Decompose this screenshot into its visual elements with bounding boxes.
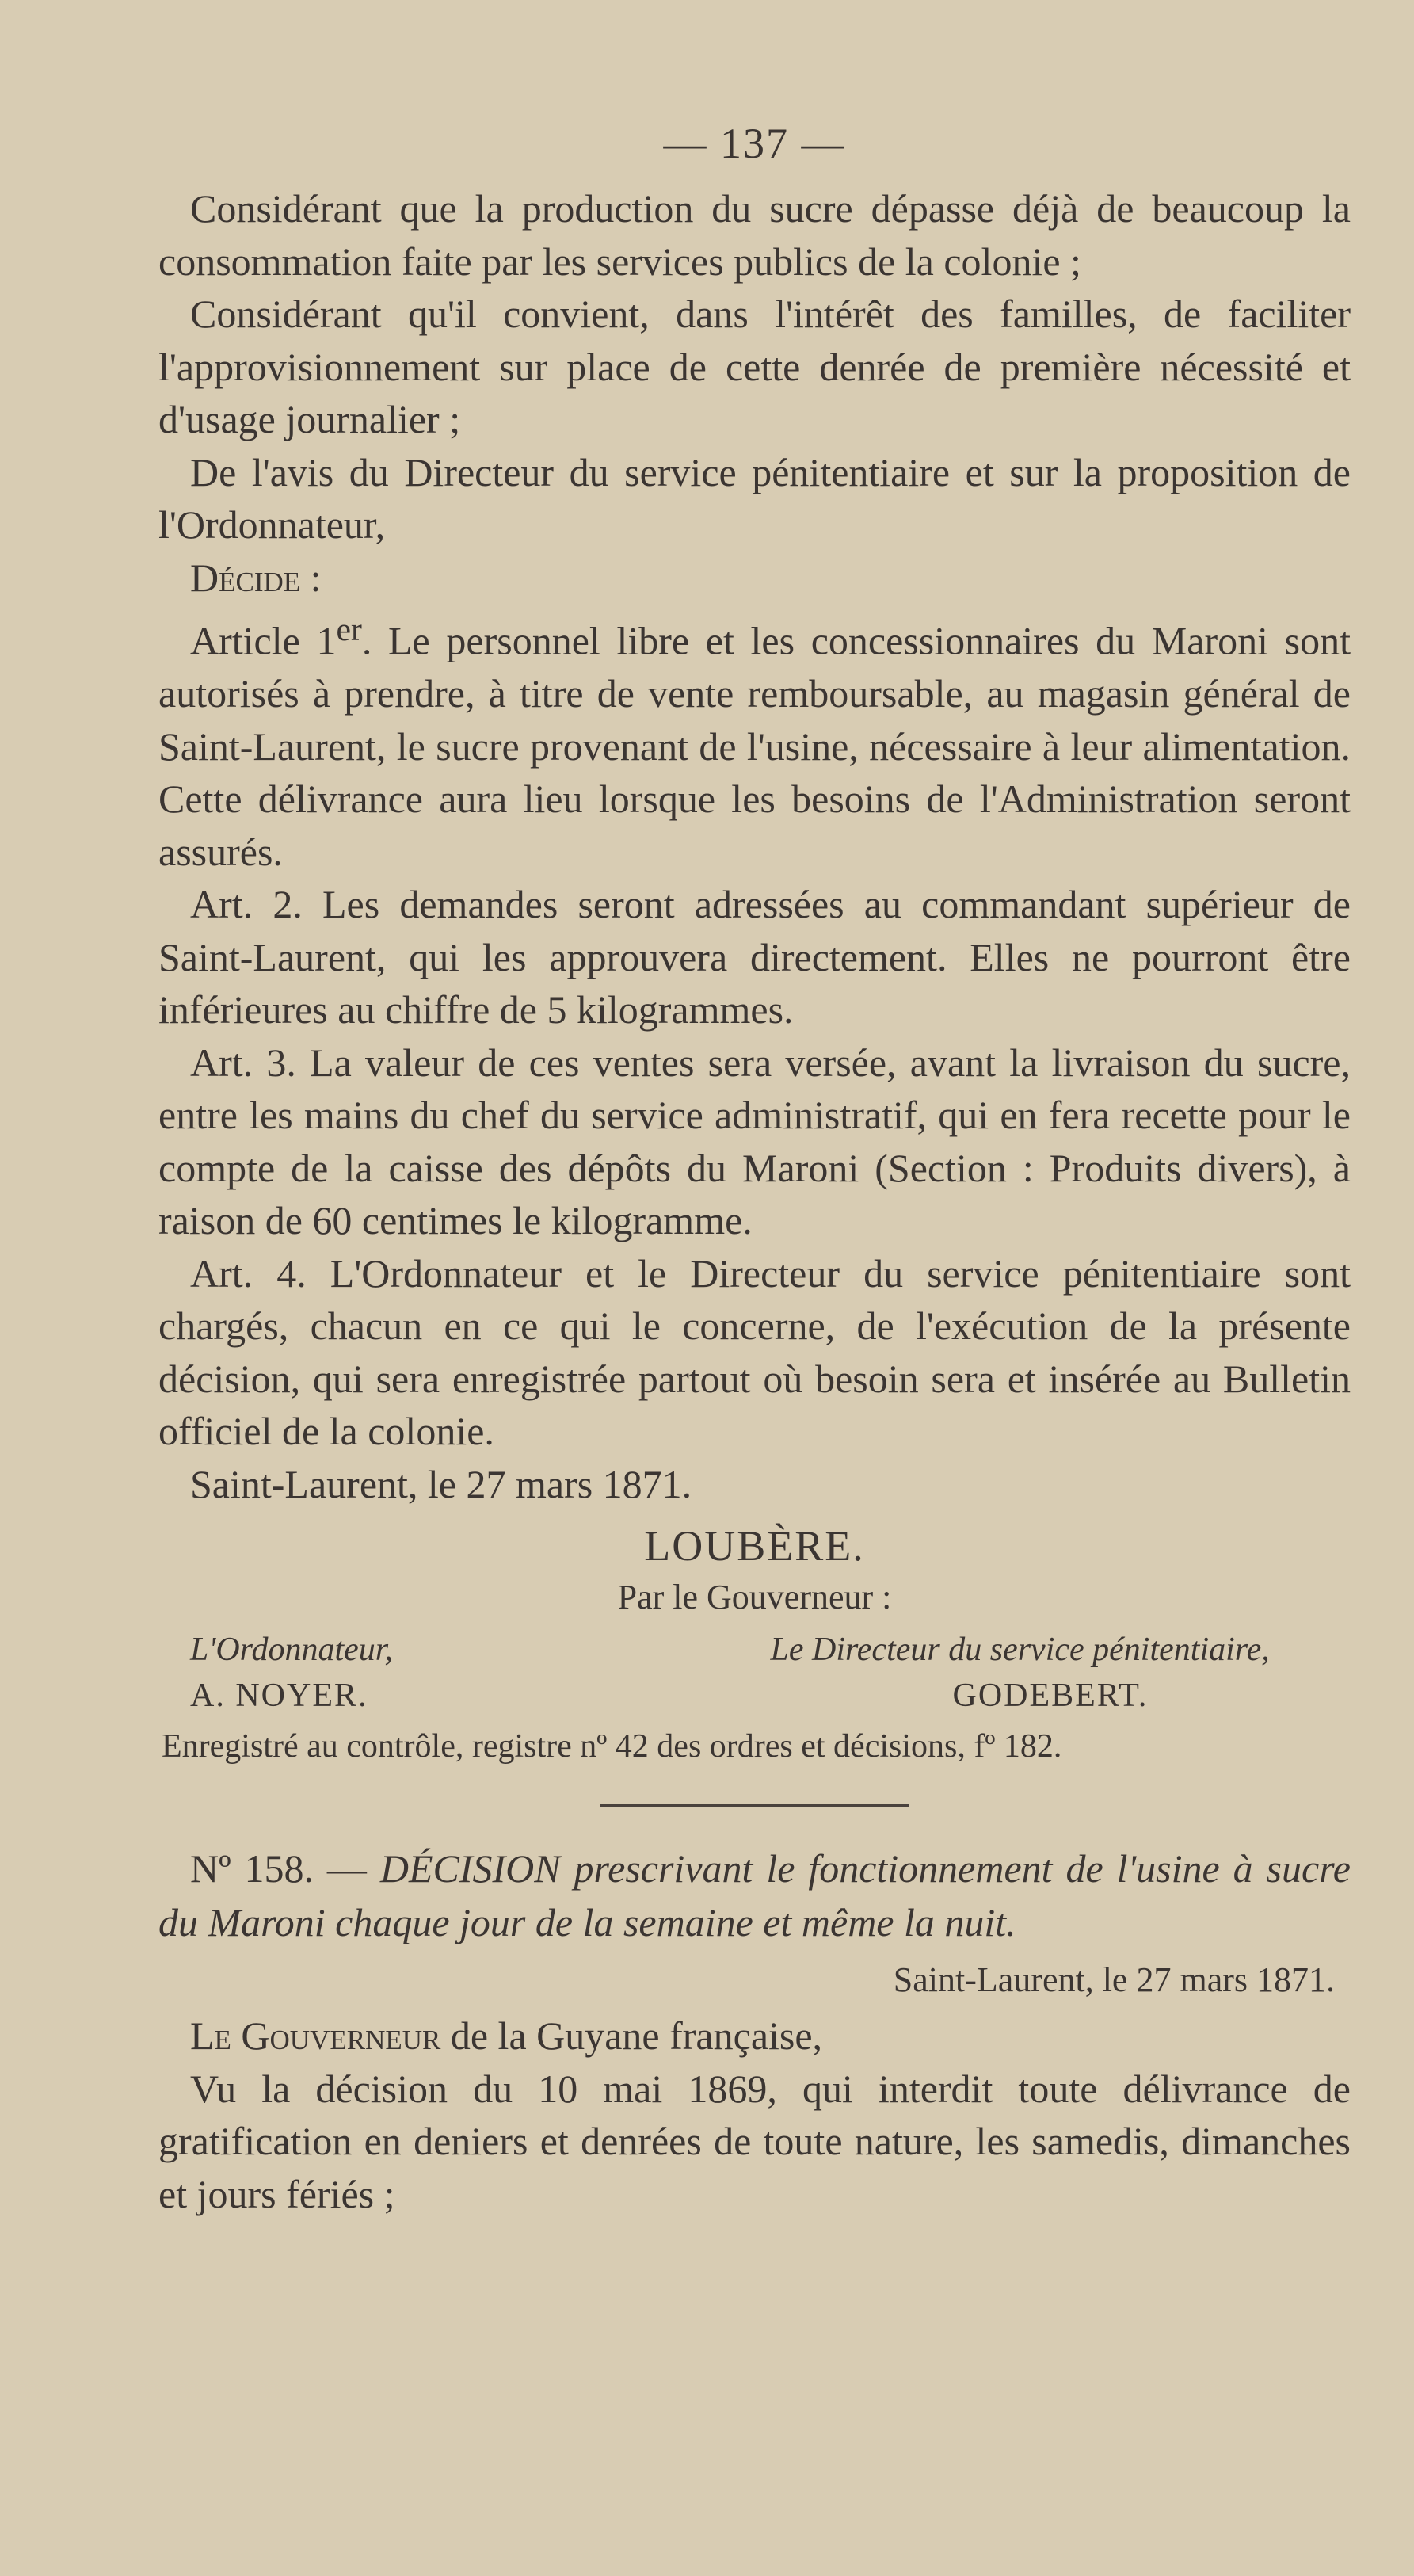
- decision-158-body: [158, 2009, 1351, 2220]
- gouverneur-rest: de la Guyane française,: [440, 2013, 823, 2059]
- place-date: Saint-Laurent, le 27 mars 1871.: [190, 1461, 692, 1506]
- governor-signature: LOUBÈRE.: [644, 1522, 865, 1570]
- article-1-sup: er: [336, 612, 362, 648]
- directeur-name: GODEBERT.: [952, 1677, 1149, 1715]
- gouverneur-label: Le Gouverneur: [190, 2013, 441, 2059]
- article-3: Art. 3. La valeur de ces ventes sera versée, avant la livraison du sucre, entre les mains du chef du service administratif, qui en fera recette pour le compte de la caisse des dépôts du Maroni (Section : Produits divers), à raison de 60 centimes le kilogramme.: [158, 1040, 1351, 1243]
- by-governor: Par le Gouverneur :: [617, 1578, 892, 1617]
- decision-body: [158, 182, 1351, 1510]
- page-number: — 137 —: [663, 120, 846, 167]
- article-4: Art. 4. L'Ordonnateur et le Directeur du service pénitentiaire sont chargés, chacun en ce qui le concerne, de l'exécution de la présente décision, qui sera enregistrée partout où besoin sera et insérée au Bulletin officiel de la colonie.: [158, 1250, 1351, 1454]
- vu-paragraph: Vu la décision du 10 mai 1869, qui interdit toute délivrance de gratification en deniers et denrées de toute nature, les samedis, dimanches et jours fériés ;: [158, 2066, 1351, 2216]
- avis-paragraph: De l'avis du Directeur du service pénitentiaire et sur la proposition de l'Ordonnateur,: [158, 449, 1351, 547]
- directeur-title: Le Directeur du service pénitentiaire,: [770, 1631, 1270, 1669]
- decide-heading: Décide :: [190, 555, 322, 600]
- decision-number: Nº 158. —: [190, 1846, 367, 1891]
- signatures-block: [158, 1627, 1351, 1719]
- article-1-text: . Le personnel libre et les concessionnaires du Maroni sont autorisés à prendre, à titre de vente remboursable, au magasin général de Saint-Laurent, le sucre provenant de l'usine, nécessaire à leur alimentation. Cette délivrance aura lieu lorsque les besoins de l'Administration seront assurés.: [158, 618, 1351, 874]
- ordonnateur-title: L'Ordonnateur,: [190, 1631, 393, 1669]
- decision-title: DÉCISION prescrivant le fonctionnement de l'usine à sucre du Maroni chaque jour de la semaine et même la nuit.: [158, 1846, 1351, 1945]
- article-2: Art. 2. Les demandes seront adressées au commandant supérieur de Saint-Laurent, qui les approuvera directement. Elles ne pourront être inférieures au chiffre de 5 kilogrammes.: [158, 882, 1351, 1032]
- gouverneur-line: [158, 2009, 1351, 2063]
- article-1-label: Article 1: [190, 618, 337, 663]
- considerant-1: Considérant que la production du sucre dépasse déjà de beaucoup la consommation faite par les services publics de la colonie ;: [158, 186, 1351, 284]
- decision-158-date: Saint-Laurent, le 27 mars 1871.: [893, 1960, 1335, 2000]
- article-1: [158, 604, 1351, 878]
- considerant-2: Considérant qu'il convient, dans l'intérêt des familles, de faciliter l'approvisionnement sur place de cette denrée de première nécessité et d'usage journalier ;: [158, 292, 1351, 441]
- ordonnateur-name: A. NOYER.: [190, 1677, 368, 1715]
- section-divider: [600, 1804, 909, 1807]
- registration-note: Enregistré au contrôle, registre nº 42 des ordres et décisions, fº 182.: [162, 1728, 1062, 1765]
- decision-158-heading: [158, 1841, 1351, 1949]
